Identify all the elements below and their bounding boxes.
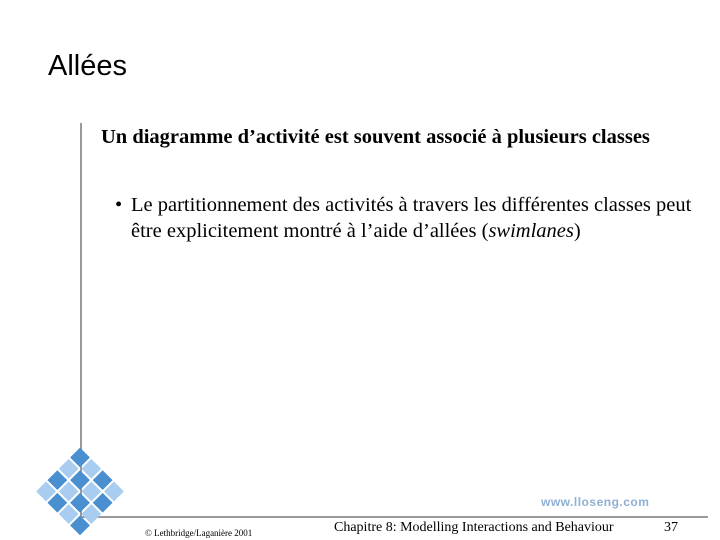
bullet-level-2 <box>115 192 695 244</box>
horizontal-rule <box>80 516 708 518</box>
copyright-notice: © Lethbridge/Laganière 2001 <box>145 528 253 538</box>
bullet-marker: • <box>115 194 123 216</box>
bullet-level-2-text <box>115 192 695 244</box>
chapter-footer: Chapitre 8: Modelling Interactions and Behaviour <box>334 520 614 535</box>
bullet-level-1: Un diagramme d’activité est souvent associé à plusieurs classes <box>101 126 650 148</box>
bullet-text-after: ) <box>573 220 581 242</box>
bullet-text-before: Le partitionnement des activités à travers les différentes classes peut être explicitement montré à l’aide d’allées ( <box>131 194 692 242</box>
bullet-text-italic: swimlanes <box>488 220 574 242</box>
tiled-squares-logo-icon <box>30 435 130 540</box>
slide-title: Allées <box>48 50 127 82</box>
website-link[interactable]: www.lloseng.com <box>541 495 650 509</box>
page-number: 37 <box>664 520 678 535</box>
